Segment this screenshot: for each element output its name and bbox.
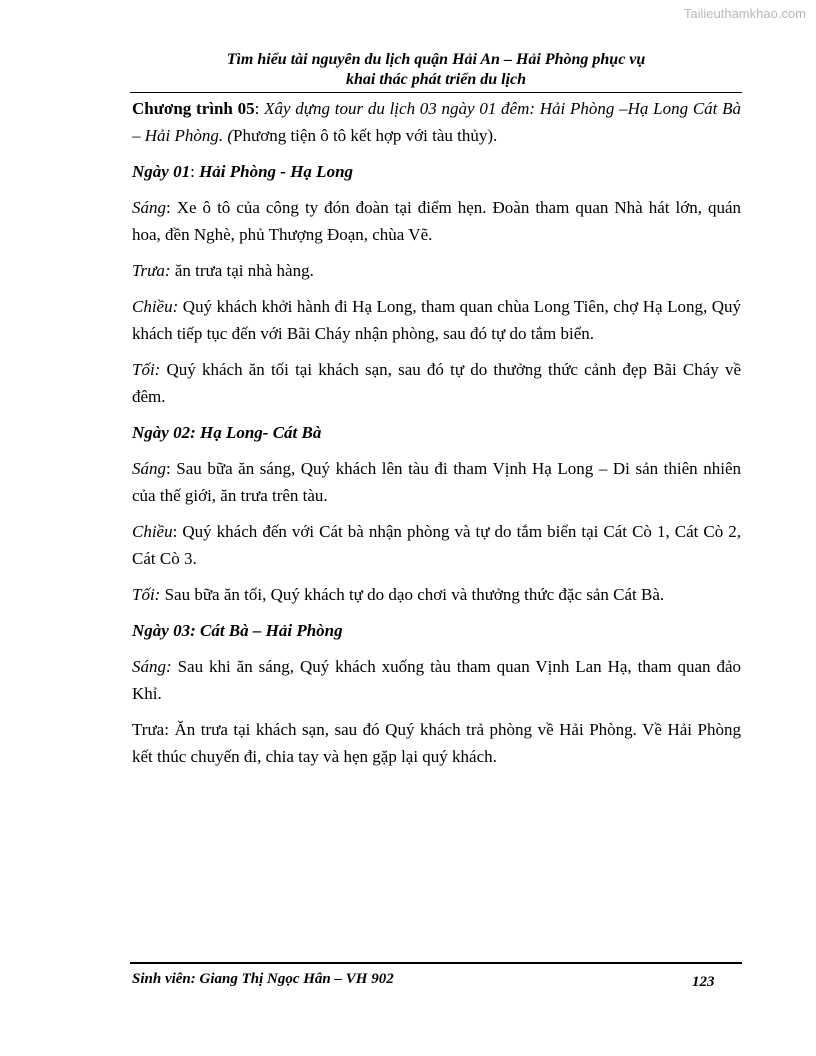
page-number: 123	[692, 974, 715, 990]
session-paragraph	[132, 581, 741, 608]
day-heading	[132, 158, 741, 185]
program-colon: :	[254, 99, 265, 118]
header-line-1: Tìm hiểu tài nguyên du lịch quận Hải An – Hải Phòng phục vụ	[226, 51, 646, 68]
footer-student: Sinh viên: Giang Thị Ngọc Hân – VH 902	[132, 971, 394, 987]
day-label: Ngày 02: Hạ Long- Cát Bà	[132, 423, 322, 442]
session-sep: :	[166, 459, 177, 478]
session-text: Quý khách ăn tối tại khách sạn, sau đó tự do thưởng thức cảnh đẹp Bãi Cháy về đêm.	[132, 360, 742, 406]
day-label: Ngày 01	[132, 162, 191, 181]
session-paragraph	[132, 518, 741, 572]
day-heading	[132, 419, 741, 446]
program-title: Xây dựng tour du lịch 03 ngày 01 đêm: Hải Phòng –Hạ Long Cát Bà – Hải Phòng. (	[132, 99, 742, 145]
day-sep: :	[190, 162, 200, 181]
session-text: Xe ô tô của công ty đón đoàn tại điểm hẹn. Đoàn tham quan Nhà hát lớn, quán hoa, đền Nghè, phủ Thượng Đoạn, chùa Vẽ.	[132, 198, 741, 244]
program-label: Chương trình 05	[132, 99, 255, 118]
day-route: Hải Phòng - Hạ Long	[199, 162, 354, 181]
day-label: Ngày 03: Cát Bà – Hải Phòng	[132, 621, 343, 640]
session-label: Chiều	[132, 522, 173, 541]
session-text: Trưa: Ăn trưa tại khách sạn, sau đó Quý khách trả phòng về Hải Phòng. Về Hải Phòng kết thúc chuyến đi, chia tay và hẹn gặp lại quý khách.	[132, 720, 741, 766]
running-header	[130, 50, 742, 90]
session-text: Sau bữa ăn sáng, Quý khách lên tàu đi tham Vịnh Hạ Long – Di sản thiên nhiên của thế giới, ăn trưa trên tàu.	[132, 459, 742, 505]
session-paragraph	[132, 716, 741, 770]
session-label: Tối:	[132, 360, 161, 379]
session-paragraph	[132, 257, 741, 284]
day-heading	[132, 617, 741, 644]
watermark: Tailieuthamkhao.com	[683, 6, 806, 21]
program-transport: Phương tiện ô tô kết hợp với tàu thủy).	[233, 126, 498, 145]
session-text: Sau khi ăn sáng, Quý khách xuống tàu tham quan Vịnh Lan Hạ, tham quan đảo Khỉ.	[132, 657, 741, 703]
session-sep: :	[172, 522, 183, 541]
session-paragraph	[132, 455, 741, 509]
session-text: Quý khách khởi hành đi Hạ Long, tham quan chùa Long Tiên, chợ Hạ Long, Quý khách tiếp tục đến với Bãi Cháy nhận phòng, sau đó tự do tắm biển.	[132, 297, 741, 343]
footer-rule	[130, 962, 742, 964]
session-text: Sau bữa ăn tối, Quý khách tự do dạo chơi và thưởng thức đặc sản Cát Bà.	[164, 585, 665, 604]
session-paragraph	[132, 653, 741, 707]
session-label: Sáng:	[132, 657, 172, 676]
header-line-2: khai thác phát triển du lịch	[345, 71, 527, 88]
session-paragraph	[132, 356, 741, 410]
session-label: Tối:	[132, 585, 161, 604]
session-label: Sáng	[132, 459, 166, 478]
session-text: Quý khách đến với Cát bà nhận phòng và tự do tắm biển tại Cát Cò 1, Cát Cò 2, Cát Cò 3.	[132, 522, 741, 568]
session-label: Trưa:	[132, 261, 171, 280]
session-label: Chiều:	[132, 297, 179, 316]
session-text: ăn trưa tại nhà hàng.	[174, 261, 314, 280]
session-sep: :	[166, 198, 177, 217]
program-heading	[132, 95, 741, 149]
header-rule	[130, 92, 742, 93]
session-label: Sáng	[132, 198, 166, 217]
document-body	[132, 95, 741, 779]
session-paragraph	[132, 293, 741, 347]
session-paragraph	[132, 194, 741, 248]
